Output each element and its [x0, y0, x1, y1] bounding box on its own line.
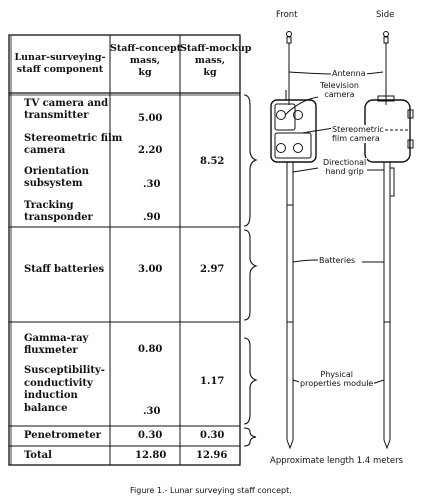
header-component-line2: staff component [16, 64, 104, 75]
row-label: camera [24, 145, 66, 156]
row-label: induction [24, 390, 78, 401]
header-mockup-line2: mass, [194, 55, 226, 66]
tv-camera-label: Television camera [320, 81, 359, 99]
concept-value: 0.30 [138, 430, 163, 441]
concept-value: 3.00 [138, 264, 163, 275]
film-camera-label: Stereometric film camera [332, 125, 384, 143]
row-label: balance [24, 402, 68, 414]
row-label: TV camera and [24, 98, 109, 109]
row-label: Staff batteries [24, 264, 105, 275]
row-label: Orientation [24, 166, 89, 177]
row-label: Penetrometer [24, 430, 101, 441]
hand-grip-label: Directional hand grip [323, 158, 367, 176]
header-mockup-line1: Staff-mockup [180, 43, 252, 54]
front-view-label: Front [276, 10, 298, 20]
header-concept-line1: Staff-concept [110, 43, 182, 54]
row-label: Gamma-ray [24, 333, 89, 344]
mockup-value: 2.97 [200, 264, 225, 275]
header-concept-line2: mass, [129, 55, 161, 66]
row-label: conductivity [24, 377, 93, 389]
concept-value: 2.20 [138, 145, 163, 156]
row-label: transponder [24, 212, 93, 223]
concept-value: 5.00 [138, 113, 163, 124]
mockup-value-group2: 1.17 [200, 376, 225, 387]
header-mockup-line3: kg [203, 67, 217, 78]
header-component-line1: Lunar-surveying- [14, 52, 106, 63]
brace-batteries [244, 230, 256, 320]
brace-group2 [244, 338, 256, 424]
row-label: Tracking [24, 200, 74, 211]
row-label: transmitter [24, 110, 89, 121]
row-label: subsystem [24, 178, 83, 189]
header-concept-line3: kg [138, 67, 152, 78]
concept-value: .90 [143, 212, 161, 223]
side-view-label: Side [376, 10, 395, 20]
row-label: Susceptibility- [24, 365, 105, 376]
concept-total: 12.80 [135, 450, 167, 461]
concept-value: 0.80 [138, 344, 163, 355]
mockup-total: 12.96 [196, 450, 228, 461]
physical-module-label: Physical properties module [300, 370, 374, 388]
row-label: fluxmeter [24, 345, 78, 356]
concept-value: .30 [143, 179, 161, 190]
front-camera-housing [271, 100, 316, 162]
mockup-value: 0.30 [200, 430, 225, 441]
brace-group1 [244, 95, 256, 226]
brace-penetrometer [244, 428, 256, 446]
mockup-value-group1: 8.52 [200, 156, 225, 167]
figure-caption: Figure 1.- Lunar surveying staff concept. [130, 486, 292, 495]
batteries-label: Batteries [319, 256, 356, 265]
concept-value: .30 [143, 406, 161, 417]
row-label: Stereometric film [24, 133, 123, 144]
antenna-label: Antenna [332, 69, 366, 78]
length-note: Approximate length 1.4 meters [270, 456, 404, 466]
row-label: Total [24, 450, 52, 461]
